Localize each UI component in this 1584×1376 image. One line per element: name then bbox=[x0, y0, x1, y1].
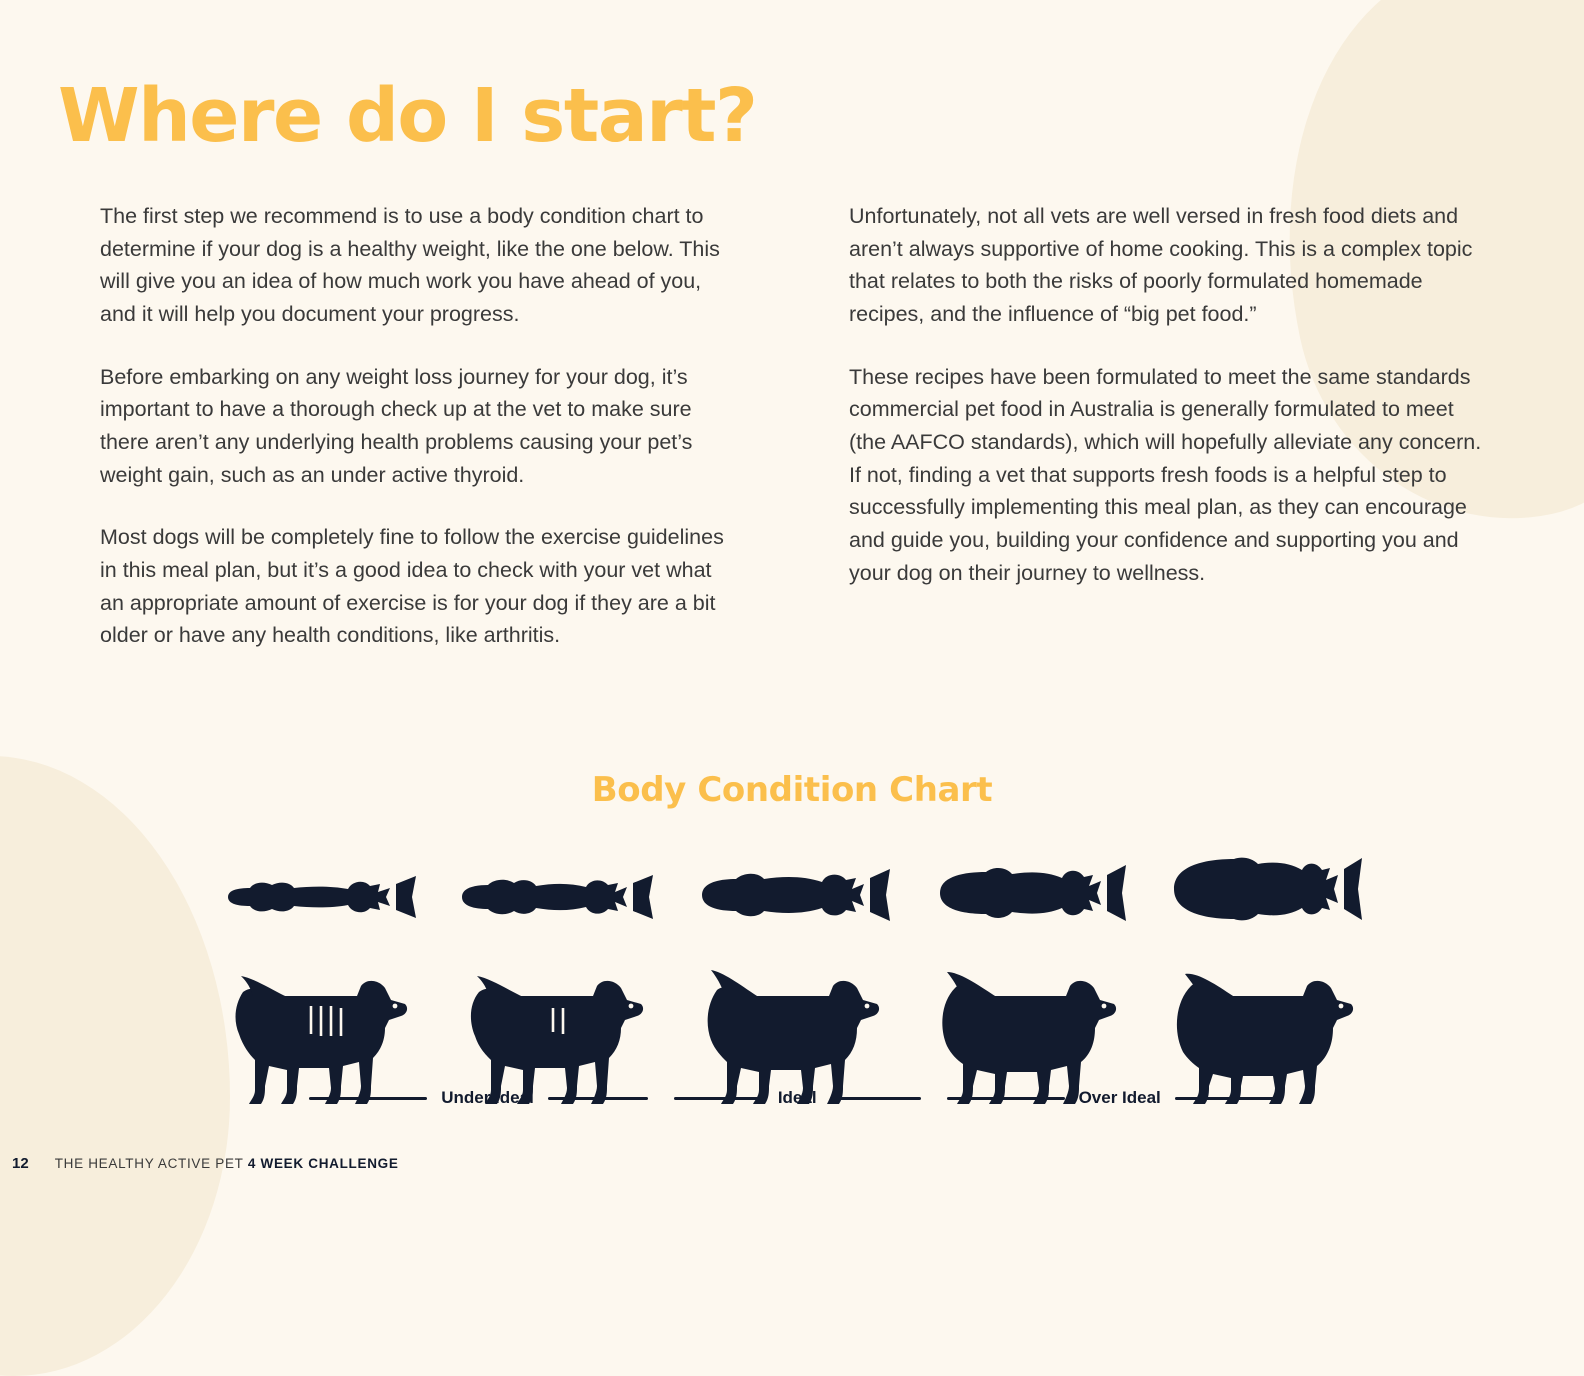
dog-top-view-overweight-icon bbox=[928, 858, 1128, 928]
footer-brand-challenge: 4 WEEK CHALLENGE bbox=[247, 1156, 399, 1171]
paragraph: Unfortunately, not all vets are well versed in fresh food diets and aren’t always supportive of home cooking. This is a complex topic that relates to both the risks of poorly formulated homemade recipes, and the influence of “big pet food.” bbox=[849, 204, 1473, 327]
label-rule bbox=[831, 1097, 921, 1100]
chart-cell-top-1 bbox=[216, 866, 424, 928]
chart-label-ideal: Ideal bbox=[777, 1088, 817, 1107]
dog-top-view-ideal-icon bbox=[692, 862, 892, 928]
chart-cell-top-4 bbox=[924, 858, 1132, 928]
footer-brand-name: THE HEALTHY ACTIVE PET bbox=[54, 1156, 244, 1171]
chart-label-group-over-ideal bbox=[947, 1088, 1275, 1108]
chart-top-view-row bbox=[0, 838, 1584, 928]
chart-label-over-ideal: Over Ideal bbox=[1078, 1088, 1161, 1107]
body-columns bbox=[100, 200, 1490, 652]
paragraph: Before embarking on any weight loss journey for your dog, it’s important to have a thorough check up at the vet to make sure there aren’t any underlying health problems causing your pet’s weight gain, such as an under active thyroid. bbox=[100, 364, 693, 487]
chart-title: Body Condition Chart bbox=[591, 770, 993, 810]
page-footer bbox=[12, 1155, 399, 1172]
left-column bbox=[100, 200, 741, 652]
page-number: 12 bbox=[12, 1155, 29, 1172]
chart-cell-top-3 bbox=[688, 862, 896, 928]
footer-brand bbox=[55, 1156, 399, 1171]
paragraph: Most dogs will be completely fine to follow the exercise guidelines in this meal plan, but it’s a good idea to check with your vet what an appropriate amount of exercise is for your dog if they are a bit older or have any health conditions, like arthritis. bbox=[100, 525, 724, 648]
chart-label-group-ideal bbox=[674, 1088, 921, 1108]
label-rule bbox=[548, 1097, 648, 1100]
dog-top-view-thin-icon bbox=[456, 866, 656, 928]
chart-cell-top-2 bbox=[452, 866, 660, 928]
right-column bbox=[849, 200, 1490, 652]
label-rule bbox=[1175, 1097, 1275, 1100]
paragraph: The first step we recommend is to use a body condition chart to determine if your dog is a healthy weight, like the one below. This will give you an idea of how much work you have ahead of you, and it will help you document your progress. bbox=[100, 204, 720, 327]
dog-top-view-obese-icon bbox=[1164, 850, 1364, 928]
body-condition-chart bbox=[0, 838, 1584, 1112]
label-rule bbox=[674, 1097, 764, 1100]
paragraph: These recipes have been formulated to meet the same standards commercial pet food in Australia is generally formulated to meet (the AAFCO standards), which will hopefully alleviate any concern. If not, finding a vet that supports fresh foods is a helpful step to successfully implementing this meal plan, as they can encourage and guide you, building your confidence and supporting you and your dog on their journey to wellness. bbox=[849, 364, 1482, 585]
chart-labels bbox=[0, 1088, 1584, 1108]
dog-top-view-very-thin-icon bbox=[220, 866, 420, 928]
label-rule bbox=[309, 1097, 427, 1100]
page-title: Where do I start? bbox=[58, 72, 757, 159]
chart-cell-top-5 bbox=[1160, 850, 1368, 928]
chart-label-group-under-ideal bbox=[309, 1088, 648, 1108]
chart-label-under-ideal: Under Ideal bbox=[441, 1088, 534, 1107]
label-rule bbox=[947, 1097, 1065, 1100]
